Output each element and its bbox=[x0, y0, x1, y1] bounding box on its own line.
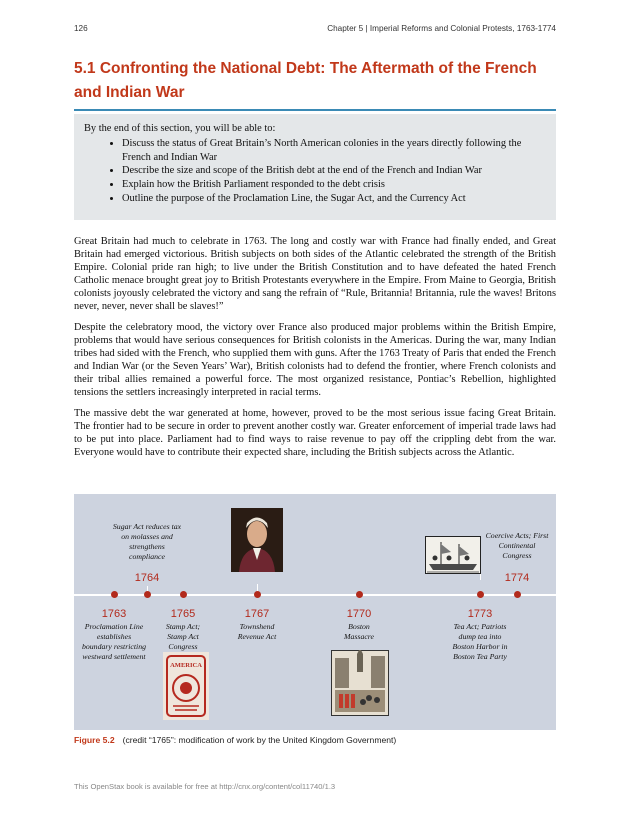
body-paragraph: The massive debt the war generated at home, however, proved to be the most serious issue facing Great Britain. The frontier had to be secure in order to prevent another costly war. Greater enforcement of imperial trade laws had to be put into place. Parliament had to find ways to raise revenue to pay off the crippling debt from the war. Everyone would have to contribute their expected share, including the British subjects across the Atlantic. bbox=[74, 408, 556, 458]
section-title: 5.1 Confronting the National Debt: The Aftermath of the French and Indian War bbox=[74, 60, 537, 101]
event-year-1774: 1774 bbox=[504, 572, 530, 584]
body-paragraph: Despite the celebratory mood, the victory over France also produced major problems within the British Empire, problems that would have serious consequences for British colonists in the Americas. During the war, many Indian tribes had sided with the French, who supplied them with guns. After the 1763 Treaty of Paris that ended the French and Indian War (or the Seven Years’ War), British colonists had to defend the frontier, where French colonists and their tribal allies remained a powerful force. The most organized resistance, Pontiac’s Rebellion, highlighted tensions the settlers increasingly interpreted in racial terms. bbox=[74, 322, 556, 398]
objectives-intro: By the end of this section, you will be able to: bbox=[84, 123, 276, 134]
timeline-figure bbox=[74, 494, 556, 730]
event-label-1767: Townshend Revenue Act bbox=[237, 622, 277, 641]
event-label-1763: Proclamation Line establishes boundary restricting westward settlement bbox=[81, 622, 147, 661]
tea-party-engraving-image bbox=[425, 536, 481, 574]
stamp-act-stamp-image bbox=[163, 652, 209, 720]
timeline-dot-1773 bbox=[477, 591, 484, 598]
running-header: Chapter 5 | Imperial Reforms and Colonial Protests, 1763-1774 bbox=[327, 24, 556, 33]
figure-credit: (credit “1765”: modification of work by the United Kingdom Government) bbox=[122, 735, 397, 745]
portrait-image bbox=[231, 508, 283, 572]
event-year-1773: 1773 bbox=[467, 608, 493, 620]
event-year-1765: 1765 bbox=[170, 608, 196, 620]
timeline-dot-1770 bbox=[356, 591, 363, 598]
objective-item: • Explain how the British Parliament responded to the debt crisis bbox=[122, 178, 546, 192]
timeline-dot-1764 bbox=[144, 591, 151, 598]
event-label-1774: Coercive Acts; First Continental Congress bbox=[485, 531, 549, 560]
objective-item: • Outline the purpose of the Proclamation Line, the Sugar Act, and the Currency Act bbox=[122, 192, 546, 206]
timeline-dot-1774 bbox=[514, 591, 521, 598]
event-year-1763: 1763 bbox=[101, 608, 127, 620]
event-label-1765: Stamp Act; Stamp Act Congress bbox=[165, 622, 201, 651]
event-year-1767: 1767 bbox=[244, 608, 270, 620]
event-year-1764: 1764 bbox=[134, 572, 160, 584]
title-rule bbox=[74, 109, 556, 111]
figure-caption bbox=[74, 735, 396, 745]
objective-item: • Describe the size and scope of the British debt at the end of the French and Indian War bbox=[122, 164, 546, 178]
timeline-dot-1767 bbox=[254, 591, 261, 598]
event-year-1770: 1770 bbox=[346, 608, 372, 620]
body-paragraph: Great Britain had much to celebrate in 1763. The long and costly war with France had finally ended, and Great Britain had emerged victorious. British subjects on both sides of the Atlantic celebrated the strength of the British Empire. Colonial pride ran high; to live under the British Constitution and to have defeated the hated French Catholic menace brought great joy to British Protestants everywhere in the Empire. From Maine to Georgia, British colonists joyously celebrated the victory and sang the refrain of “Rule, Britannia! Britannia, rule the waves! Britons never, never, never shall be slaves!” bbox=[74, 236, 556, 312]
timeline-dot-1763 bbox=[111, 591, 118, 598]
objective-item: • Discuss the status of Great Britain’s North American colonies in the years directly following the French and Indian War bbox=[122, 137, 546, 165]
learning-objectives-box bbox=[74, 114, 556, 220]
objectives-list bbox=[84, 137, 546, 206]
event-label-1773: Tea Act; Patriots dump tea into Boston Harbor in Boston Tea Party bbox=[452, 622, 508, 661]
event-label-1764: Sugar Act reduces tax on molasses and strengthens compliance bbox=[112, 522, 182, 561]
stamp-text: AMERICA bbox=[170, 662, 202, 669]
page-number: 126 bbox=[74, 24, 88, 33]
timeline-dot-1765 bbox=[180, 591, 187, 598]
event-label-1770: Boston Massacre bbox=[343, 622, 375, 641]
page-footer: This OpenStax book is available for free at http://cnx.org/content/col11740/1.3 bbox=[74, 782, 336, 791]
boston-massacre-engraving-image bbox=[331, 650, 389, 716]
figure-label: Figure 5.2 bbox=[74, 735, 115, 745]
